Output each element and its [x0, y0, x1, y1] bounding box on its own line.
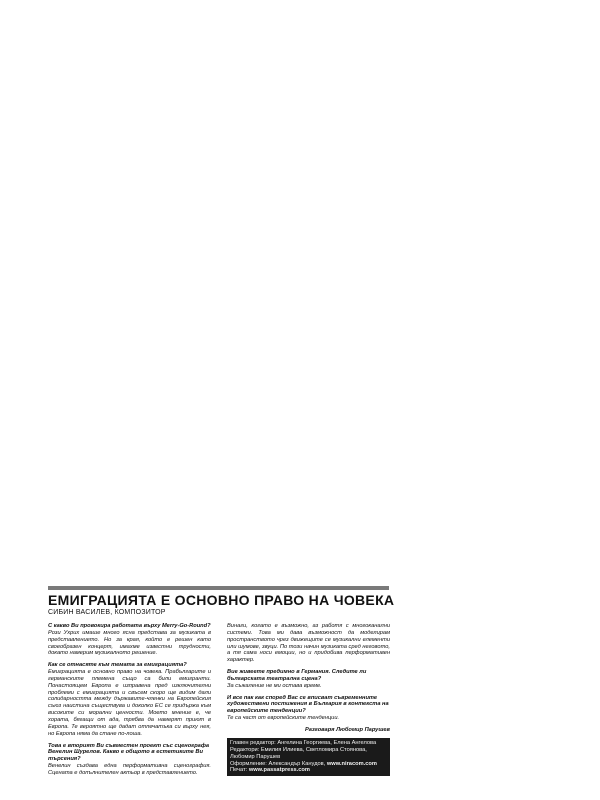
answer: Те са част от европейските тенденции.	[227, 715, 340, 722]
left-column	[48, 623, 211, 782]
niracom-link[interactable]: www.niracom.com	[326, 760, 377, 767]
qa-block	[48, 623, 211, 657]
passatpress-link[interactable]: www.passatpress.com	[248, 767, 310, 774]
right-column	[227, 623, 390, 776]
question: С какво Ви провокира работата върху Merry-Go-Round?	[48, 623, 211, 629]
qa-block	[227, 669, 390, 690]
answer: Винаги, когато е възможно, аз работя с многоканални системи. Това ми дава възможност да моделирам пространството чрез движещите се музикални елементи или шумове, звуци. По този начин музиката сред неговото, а тя сама носи емоции, но и придобива перформативен характер.	[227, 623, 390, 664]
qa-block	[227, 695, 390, 722]
credits-editor-in-chief: Главен редактор: Ангелина Георгиева, Елена Ангелова	[230, 739, 377, 746]
article	[48, 586, 395, 786]
article-title: ЕМИГРАЦИЯТА Е ОСНОВНО ПРАВО НА ЧОВЕКА	[48, 592, 395, 608]
answer: Рози Ухрих имаше много ясна представа за музиката в представлението. Но за края, който е решен като своеобразен концерт, имахме известни трудности, докато намерим музикалното решение.	[48, 629, 211, 657]
qa-block	[48, 662, 211, 737]
answer: За съжаление не ми остава време.	[227, 682, 322, 689]
question: И все пак как според Вас се вписват съвременните художествени постижения в България в контекста на европейските тенденции?	[227, 694, 389, 715]
question: Как се отнасяте към темата за емиграцията?	[48, 662, 187, 669]
qa-block	[227, 623, 390, 664]
credits-editors-cont: Любомир Парушев	[230, 753, 281, 760]
question: Вие живеете предимно в Германия. Следите ли българската театрална сцена?	[227, 669, 367, 682]
credits-design	[230, 761, 387, 768]
credits-print	[230, 767, 387, 774]
interviewer-signature: Разговаря Любомир Парушев	[304, 726, 390, 733]
question: Това е вторият Ви съвместен проект със сценографа Венелин Шурелов. Какво е общото в естетиките Ви търсения?	[48, 742, 210, 763]
answer: Емиграцията е основно право на човека. Прабългарите и германските племена също са били емигранти. Понастоящем Европа е изправена пред изключителни проблеми с емиграцията и свъсем скоро ще видим дали солидарността между държавите-членки на Европейския съюз наистина съществува и доколко ЕС се придържа към високите си морални ценности. Моето мнение е, че хората, бягащи от ада, трябва да намерят приют в Европа. Те вероятно ще дадат отпечатъка си върху нея, но Европа няма да стане по-лоша.	[48, 669, 211, 737]
credits-editors: Редактори: Емилия Илиева, Светломира Стоянова,	[230, 746, 367, 753]
answer: Венелин създава една перформативна сценография. Сцената е допълнителен актьор в представлението.	[48, 763, 211, 776]
qa-block	[48, 743, 211, 777]
credits-design-label: Оформление: Александър Канудов,	[230, 760, 327, 767]
article-byline: СИБИН ВАСИЛЕВ, КОМПОЗИТОР	[48, 609, 166, 616]
top-rule	[48, 586, 389, 590]
credits-box	[227, 738, 390, 777]
credits-print-label: Печат:	[230, 767, 249, 774]
